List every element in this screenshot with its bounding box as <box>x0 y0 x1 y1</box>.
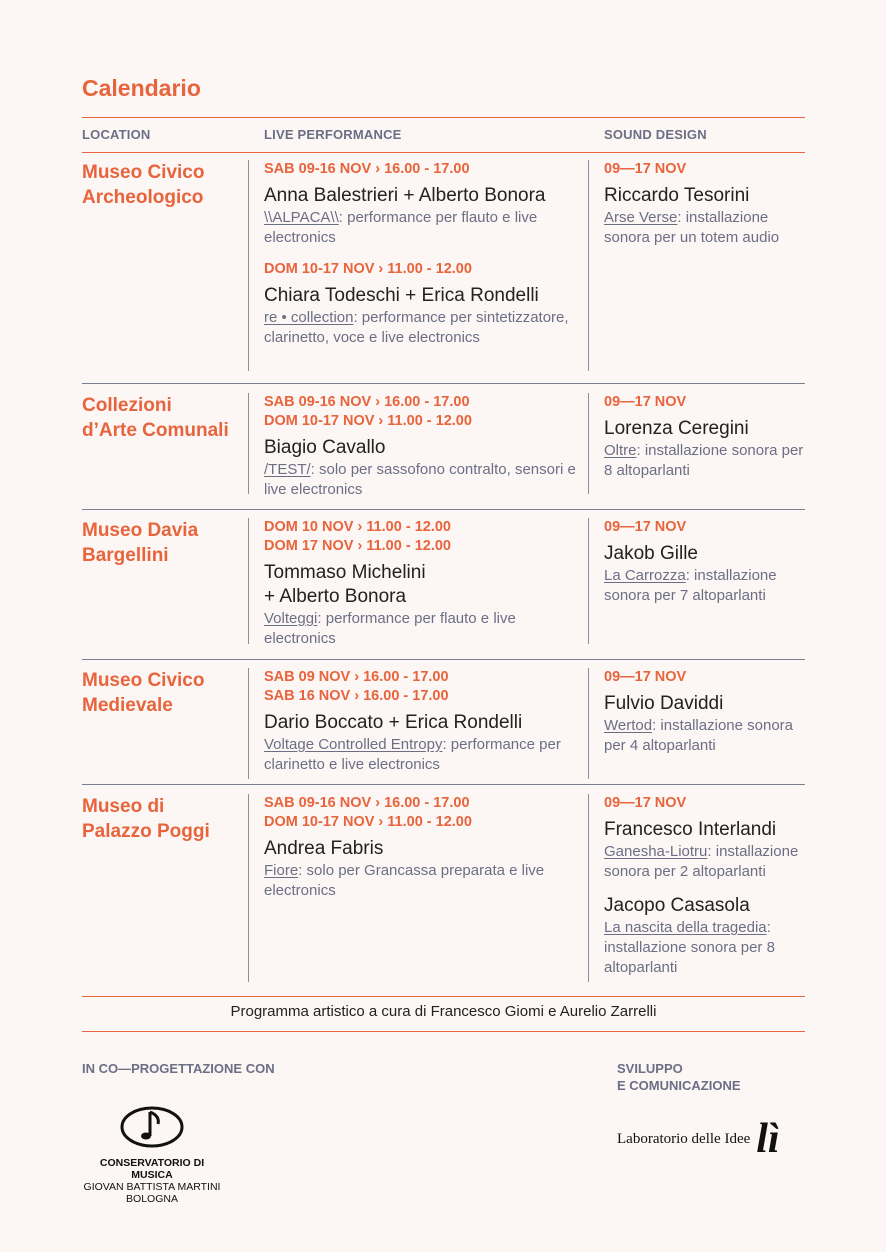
table-row <box>82 160 805 375</box>
event-entry <box>604 393 804 481</box>
location-line: Museo di <box>82 796 165 817</box>
row-separator <box>82 383 805 384</box>
location-line: Palazzo Poggi <box>82 821 210 842</box>
work-details: : installazione sonora per 8 altoparlanti <box>604 442 804 479</box>
work-details: : installazione sonora per un totem audio <box>604 209 780 246</box>
sound-design-cell <box>604 160 804 248</box>
event-date: SAB 09-16 NOV › 16.00 - 17.00 <box>264 161 470 177</box>
laboratorio-name: Laboratorio delle Idee <box>617 1130 751 1147</box>
artist-name: Tommaso Michelini <box>264 562 426 583</box>
artist-name: Riccardo Tesorini <box>604 185 750 206</box>
location-name <box>82 518 242 568</box>
event-date: 09—17 NOV <box>604 795 687 811</box>
credits-top-rule <box>82 996 805 997</box>
sound-design-cell <box>604 794 804 978</box>
conservatorio-city: BOLOGNA <box>126 1193 178 1205</box>
work-description <box>264 308 582 348</box>
location-line: d’Arte Comunali <box>82 420 229 441</box>
event-entry <box>604 794 804 882</box>
event-entry <box>264 393 582 500</box>
row-separator <box>82 784 805 785</box>
work-title: Volteggi <box>264 610 318 627</box>
table-row <box>82 393 805 498</box>
artist-name: Jakob Gille <box>604 543 698 564</box>
conservatorio-emblem-icon <box>120 1106 184 1148</box>
sviluppo-line-1: SVILUPPO <box>617 1061 683 1076</box>
work-title: La Carrozza <box>604 567 686 584</box>
column-divider <box>248 668 249 779</box>
header-bottom-rule <box>82 152 805 153</box>
location-line: Museo Civico <box>82 162 205 183</box>
work-description <box>264 460 582 500</box>
column-divider <box>248 160 249 371</box>
location-line: Bargellini <box>82 545 169 566</box>
location-name <box>82 794 242 844</box>
work-details: : installazione sonora per 4 altoparlanti <box>604 717 793 754</box>
header-top-rule <box>82 117 805 118</box>
artist-name: Francesco Interlandi <box>604 819 777 840</box>
conservatorio-subname: GIOVAN BATTISTA MARTINI <box>83 1181 221 1193</box>
work-description <box>264 861 582 901</box>
live-performance-cell <box>264 518 582 649</box>
event-date: 09—17 NOV <box>604 394 687 410</box>
location-line: Archeologico <box>82 187 204 208</box>
artist-name: Jacopo Casasola <box>604 895 750 916</box>
work-description <box>604 208 804 248</box>
laboratorio-mark: lì <box>756 1116 780 1162</box>
work-description <box>264 609 582 649</box>
column-header-location: LOCATION <box>82 127 151 142</box>
artist-name: Lorenza Ceregini <box>604 418 749 439</box>
column-divider <box>588 668 589 779</box>
column-header-sound-design: SOUND DESIGN <box>604 127 707 142</box>
credits-text: Programma artistico a cura di Francesco Giomi e Aurelio Zarrelli <box>230 1003 657 1020</box>
column-divider <box>588 393 589 494</box>
event-entry <box>604 894 804 978</box>
live-performance-cell <box>264 393 582 500</box>
conservatorio-name: CONSERVATORIO DI MUSICA <box>99 1157 205 1181</box>
event-entry <box>264 160 582 248</box>
work-title: Arse Verse <box>604 209 678 226</box>
artist-name: Chiara Todeschi + Erica Rondelli <box>264 285 539 306</box>
event-date: SAB 09-16 NOV › 16.00 - 17.00 <box>264 795 470 811</box>
event-entry <box>604 160 804 248</box>
work-description <box>604 441 804 481</box>
work-details: : installazione sonora per 2 altoparlanti <box>604 843 799 880</box>
work-description <box>604 918 804 978</box>
work-title: re • collection <box>264 309 354 326</box>
table-row <box>82 668 805 783</box>
work-details: : performance per flauto e live electronics <box>264 209 538 246</box>
work-title: /TEST/ <box>264 461 311 478</box>
event-entry <box>264 668 582 775</box>
location-name <box>82 393 242 443</box>
event-date: 09—17 NOV <box>604 519 687 535</box>
work-details: : performance per clarinetto e live electronics <box>264 736 561 773</box>
row-separator <box>82 509 805 510</box>
column-divider <box>588 518 589 644</box>
event-entry <box>604 518 804 606</box>
event-date: 09—17 NOV <box>604 669 687 685</box>
column-divider <box>248 794 249 982</box>
work-details: : solo per Grancassa preparata e live electronics <box>264 862 545 899</box>
location-line: Museo Davia <box>82 520 199 541</box>
event-date: SAB 16 NOV › 16.00 - 17.00 <box>264 688 449 704</box>
sviluppo-line-2: E COMUNICAZIONE <box>617 1078 741 1093</box>
table-row <box>82 794 805 986</box>
table-row <box>82 518 805 648</box>
sound-design-cell <box>604 518 804 606</box>
work-title: Wertod <box>604 717 653 734</box>
work-details: : installazione sonora per 7 altoparlanti <box>604 567 777 604</box>
live-performance-cell <box>264 794 582 901</box>
event-date: DOM 17 NOV › 11.00 - 12.00 <box>264 538 451 554</box>
work-title: Voltage Controlled Entropy <box>264 736 443 753</box>
work-details: : performance per sintetizzatore, clarinetto, voce e live electronics <box>264 309 569 346</box>
live-performance-cell <box>264 668 582 775</box>
credits-bottom-rule <box>82 1031 805 1032</box>
work-description <box>604 716 804 756</box>
sound-design-cell <box>604 393 804 481</box>
work-details: : performance per flauto e live electronics <box>264 610 516 647</box>
coprogettazione-label: IN CO—PROGETTAZIONE CON <box>82 1061 275 1076</box>
work-title: La nascita della tragedia <box>604 919 767 936</box>
work-description <box>604 842 804 882</box>
artist-name: Fulvio Daviddi <box>604 693 724 714</box>
event-date: DOM 10-17 NOV › 11.00 - 12.00 <box>264 814 472 830</box>
laboratorio-logo <box>617 1118 780 1160</box>
event-entry <box>604 668 804 756</box>
work-title: Ganesha-Liotru <box>604 843 708 860</box>
artist-name: Biagio Cavallo <box>264 437 386 458</box>
event-date: SAB 09 NOV › 16.00 - 17.00 <box>264 669 449 685</box>
work-description <box>264 208 582 248</box>
conservatorio-logo <box>82 1106 222 1205</box>
work-title: \\ALPACA\\ <box>264 209 339 226</box>
work-title: Fiore <box>264 862 299 879</box>
column-header-live-performance: LIVE PERFORMANCE <box>264 127 402 142</box>
artist-name: + Alberto Bonora <box>264 586 407 607</box>
location-line: Museo Civico <box>82 670 205 691</box>
column-divider <box>588 160 589 371</box>
location-line: Collezioni <box>82 395 172 416</box>
event-date: SAB 09-16 NOV › 16.00 - 17.00 <box>264 394 470 410</box>
work-description <box>604 566 804 606</box>
event-entry <box>264 518 582 649</box>
page-title: Calendario <box>82 75 201 101</box>
work-details: : solo per sassofono contralto, sensori e live electronics <box>264 461 576 498</box>
column-divider <box>248 393 249 494</box>
sound-design-cell <box>604 668 804 756</box>
live-performance-cell <box>264 160 582 348</box>
artist-name: Dario Boccato + Erica Rondelli <box>264 712 523 733</box>
location-line: Medievale <box>82 695 173 716</box>
event-entry <box>264 794 582 901</box>
event-date: DOM 10-17 NOV › 11.00 - 12.00 <box>264 261 472 277</box>
work-title: Oltre <box>604 442 637 459</box>
location-name <box>82 668 242 718</box>
event-date: 09—17 NOV <box>604 161 687 177</box>
event-entry <box>264 260 582 348</box>
event-date: DOM 10 NOV › 11.00 - 12.00 <box>264 519 451 535</box>
work-description <box>264 735 582 775</box>
sviluppo-label <box>617 1060 741 1094</box>
work-details: : installazione sonora per 8 altoparlanti <box>604 919 775 976</box>
location-name <box>82 160 242 210</box>
event-date: DOM 10-17 NOV › 11.00 - 12.00 <box>264 413 472 429</box>
column-divider <box>588 794 589 982</box>
column-divider <box>248 518 249 644</box>
artist-name: Andrea Fabris <box>264 838 384 859</box>
row-separator <box>82 659 805 660</box>
artist-name: Anna Balestrieri + Alberto Bonora <box>264 185 546 206</box>
